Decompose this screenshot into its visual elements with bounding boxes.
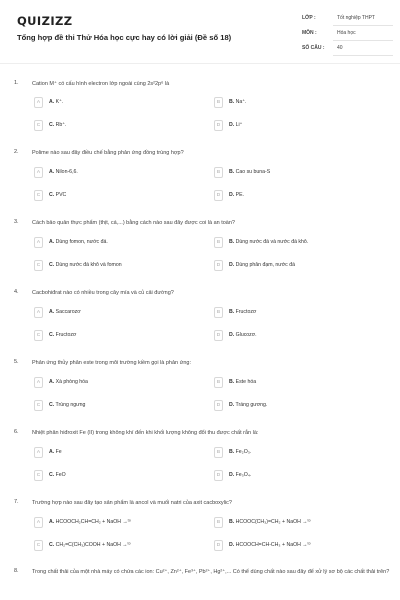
option-b[interactable]: [214, 447, 374, 459]
question-number: 3.: [14, 219, 19, 225]
question-text: Cách bảo quản thực phẩm (thịt, cá,...) bằng cách nào sau đây được coi là an toàn?: [32, 220, 235, 226]
question-text: Polime nào sau đây điều chế bằng phản ứng đồng trùng hợp?: [32, 150, 184, 156]
option-letter-box: A: [34, 307, 43, 318]
option-a[interactable]: [34, 517, 194, 529]
option-prefix: A.: [49, 169, 55, 175]
question-text: Cation M⁺ có cấu hình electron lớp ngoài cùng 2s²2p⁶ là: [32, 81, 170, 87]
option-prefix: C.: [49, 192, 55, 198]
option-letter-box: B: [214, 377, 223, 388]
option-letter-box: A: [34, 97, 43, 108]
option-text: Fe₂O₃.: [234, 449, 252, 455]
option-prefix: D.: [229, 332, 235, 338]
option-prefix: C.: [49, 402, 55, 408]
option-prefix: B.: [229, 519, 235, 525]
option-letter-box: D: [214, 470, 223, 481]
option-text: Fructozơ: [234, 309, 257, 315]
option-letter-box: D: [214, 260, 223, 271]
option-text: Nilon-6,6.: [54, 169, 78, 175]
meta-divider: [333, 40, 393, 41]
option-letter-box: D: [214, 540, 223, 551]
option-text: HCOOCH=CH-CH₃ + NaOH →ᵗᵒ: [234, 542, 311, 548]
option-text: HCOOCH₂CH=CH₂ + NaOH →ᵗᵒ: [54, 519, 131, 525]
option-text: Este hóa: [234, 379, 257, 385]
question-number: 8.: [14, 568, 19, 574]
option-prefix: B.: [229, 449, 235, 455]
option-b[interactable]: [214, 307, 374, 319]
option-a[interactable]: [34, 167, 194, 179]
document-header: [0, 0, 400, 62]
question-number: 5.: [14, 359, 19, 365]
option-letter-box: C: [34, 190, 43, 201]
option-b[interactable]: [214, 167, 374, 179]
meta-divider: [333, 55, 393, 56]
option-letter-box: D: [214, 400, 223, 411]
option-prefix: D.: [229, 472, 235, 478]
option-prefix: C.: [49, 472, 55, 478]
option-a[interactable]: [34, 307, 194, 319]
option-a[interactable]: [34, 377, 194, 389]
option-letter-box: B: [214, 517, 223, 528]
option-letter-box: C: [34, 470, 43, 481]
option-letter-box: A: [34, 447, 43, 458]
option-text: CH₂=C(CH₃)COOH + NaOH →ᵗᵒ: [54, 542, 131, 548]
header-divider: [0, 63, 400, 64]
question-number: 4.: [14, 289, 19, 295]
option-text: Trùng ngưng: [54, 402, 86, 408]
option-prefix: B.: [229, 379, 235, 385]
option-text: HCOOC(CH₃)=CH₂ + NaOH →ᵗᵒ: [234, 519, 311, 525]
option-letter-box: B: [214, 447, 223, 458]
option-prefix: A.: [49, 309, 55, 315]
option-letter-box: B: [214, 307, 223, 318]
option-prefix: D.: [229, 402, 235, 408]
meta-subject-label: MÔN :: [302, 30, 317, 36]
option-prefix: D.: [229, 122, 235, 128]
option-c[interactable]: [34, 540, 194, 552]
option-b[interactable]: [214, 237, 374, 249]
meta-class-label: LỚP :: [302, 15, 316, 21]
question-text: Nhiệt phân hiđroxit Fe (II) trong không khí đến khi khối lượng không đổi thu được chất rắn là:: [32, 430, 259, 436]
question-text: Phản ứng thủy phân este trong môi trường kiềm gọi là phản ứng:: [32, 360, 191, 366]
option-letter-box: A: [34, 517, 43, 528]
option-text: Fe₃O₄.: [234, 472, 252, 478]
option-c[interactable]: [34, 260, 194, 272]
quizizz-logo: QUIZIZZ: [17, 14, 73, 28]
option-b[interactable]: [214, 97, 374, 109]
option-c[interactable]: [34, 120, 194, 132]
option-text: Rb⁺.: [54, 122, 67, 128]
question-text: Trường hợp nào sau đây tạo sản phẩm là ancol và muối natri của axit cacboxylic?: [32, 500, 232, 506]
meta-subject-value: Hóa học: [337, 30, 356, 36]
option-text: Dùng fomon, nước đá.: [54, 239, 108, 245]
option-text: Fructozơ: [54, 332, 77, 338]
option-text: Dùng phân đạm, nước đá: [234, 262, 295, 268]
option-text: Fe: [54, 449, 62, 455]
option-prefix: A.: [49, 519, 55, 525]
option-b[interactable]: [214, 517, 374, 529]
option-letter-box: D: [214, 330, 223, 341]
option-c[interactable]: [34, 190, 194, 202]
question-number: 7.: [14, 499, 19, 505]
option-letter-box: C: [34, 540, 43, 551]
option-text: PE.: [234, 192, 244, 198]
option-text: Xà phòng hóa: [54, 379, 88, 385]
option-prefix: C.: [49, 262, 55, 268]
option-prefix: C.: [49, 542, 55, 548]
option-text: Glucozơ.: [234, 332, 257, 338]
meta-count-value: 40: [337, 45, 343, 51]
option-letter-box: C: [34, 330, 43, 341]
option-prefix: B.: [229, 309, 235, 315]
option-prefix: B.: [229, 99, 235, 105]
option-d[interactable]: [214, 120, 374, 132]
option-prefix: D.: [229, 192, 235, 198]
option-text: FeO: [54, 472, 66, 478]
meta-class-value: Tốt nghiệp THPT: [337, 15, 375, 21]
option-text: PVC: [54, 192, 67, 198]
question-text: Trong chất thải của một nhà máy có chứa các ion: Cu²⁺, Zn²⁺, Fe³⁺, Pb²⁺, Hg²⁺,... Có thể dùng chất nào sau đây để xử lý sơ bộ các chất thải trên?: [32, 569, 390, 575]
option-a[interactable]: [34, 97, 194, 109]
option-d[interactable]: [214, 470, 374, 482]
option-letter-box: A: [34, 377, 43, 388]
option-prefix: A.: [49, 99, 55, 105]
option-prefix: B.: [229, 239, 235, 245]
document-title: Tổng hợp đề thi Thử Hóa học cực hay có lời giải (Đề số 18): [17, 33, 232, 42]
question-number: 1.: [14, 80, 19, 86]
option-c[interactable]: [34, 330, 194, 342]
option-letter-box: C: [34, 400, 43, 411]
option-prefix: A.: [49, 379, 55, 385]
option-text: Dùng nước đá khô và fomon: [54, 262, 122, 268]
option-prefix: C.: [49, 122, 55, 128]
option-letter-box: D: [214, 120, 223, 131]
option-letter-box: A: [34, 167, 43, 178]
option-text: Tráng gương.: [234, 402, 268, 408]
option-d[interactable]: [214, 190, 374, 202]
option-letter-box: B: [214, 97, 223, 108]
option-letter-box: C: [34, 120, 43, 131]
option-prefix: D.: [229, 542, 235, 548]
option-c[interactable]: [34, 470, 194, 482]
option-d[interactable]: [214, 260, 374, 272]
meta-divider: [333, 25, 393, 26]
option-letter-box: D: [214, 190, 223, 201]
option-letter-box: A: [34, 237, 43, 248]
option-text: Na⁺.: [234, 99, 247, 105]
option-text: Dùng nước đá và nước đá khô.: [234, 239, 309, 245]
question-number: 6.: [14, 429, 19, 435]
meta-count-label: SỐ CÂU :: [302, 45, 325, 51]
option-text: Cao su buna-S: [234, 169, 271, 175]
option-prefix: C.: [49, 332, 55, 338]
option-text: K⁺.: [54, 99, 64, 105]
option-prefix: A.: [49, 239, 55, 245]
option-prefix: B.: [229, 169, 235, 175]
option-a[interactable]: [34, 447, 194, 459]
option-prefix: D.: [229, 262, 235, 268]
question-text: Cacbohiđrat nào có nhiều trong cây mía và củ cải đường?: [32, 290, 174, 296]
question-number: 2.: [14, 149, 19, 155]
option-a[interactable]: [34, 237, 194, 249]
option-d[interactable]: [214, 540, 374, 552]
option-d[interactable]: [214, 330, 374, 342]
option-b[interactable]: [214, 377, 374, 389]
option-letter-box: B: [214, 237, 223, 248]
option-text: Li⁺: [234, 122, 243, 128]
option-c[interactable]: [34, 400, 194, 412]
option-letter-box: C: [34, 260, 43, 271]
option-d[interactable]: [214, 400, 374, 412]
option-prefix: A.: [49, 449, 55, 455]
option-letter-box: B: [214, 167, 223, 178]
option-text: Saccarozơ: [54, 309, 81, 315]
